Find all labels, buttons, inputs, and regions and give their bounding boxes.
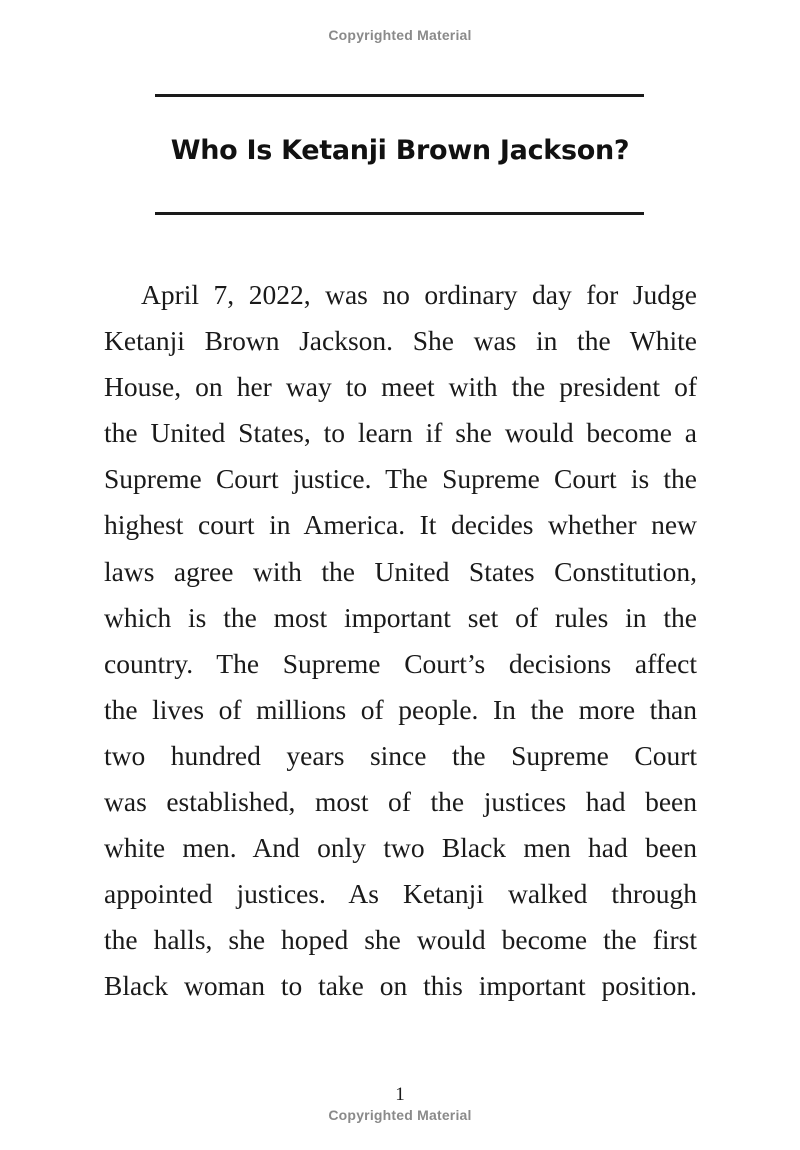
text-line: House, on her way to meet with the president of: [104, 371, 697, 403]
text-line: the halls, she hoped she would become the first: [104, 924, 697, 956]
text-line: the United States, to learn if she would become a: [104, 417, 697, 449]
text-line: laws agree with the United States Constitution,: [104, 555, 697, 587]
text-line: the lives of millions of people. In the more than: [104, 693, 697, 725]
page-number: 1: [395, 1084, 405, 1105]
chapter-title: Who Is Ketanji Brown Jackson?: [170, 135, 630, 166]
body-paragraph: [104, 272, 697, 1010]
text-line: April 7, 2022, was no ordinary day for Judge: [141, 279, 697, 310]
text-line: which is the most important set of rules in the: [104, 601, 697, 633]
copyright-watermark-bottom: Copyrighted Material: [328, 1107, 472, 1123]
text-line: Black woman to take on this important position.: [104, 970, 697, 1002]
text-line: appointed justices. As Ketanji walked through: [104, 878, 697, 910]
title-rule-top: [155, 94, 644, 97]
title-rule-bottom: [155, 212, 644, 215]
text-line: white men. And only two Black men had been: [104, 832, 697, 864]
text-line: Ketanji Brown Jackson. She was in the White: [104, 325, 697, 357]
copyright-watermark-top: Copyrighted Material: [328, 27, 472, 43]
text-line: Supreme Court justice. The Supreme Court is the: [104, 463, 697, 495]
text-line: highest court in America. It decides whether new: [104, 509, 697, 541]
text-line: was established, most of the justices had been: [104, 786, 697, 818]
text-line: country. The Supreme Court’s decisions affect: [104, 647, 697, 679]
text-line: two hundred years since the Supreme Court: [104, 739, 697, 771]
